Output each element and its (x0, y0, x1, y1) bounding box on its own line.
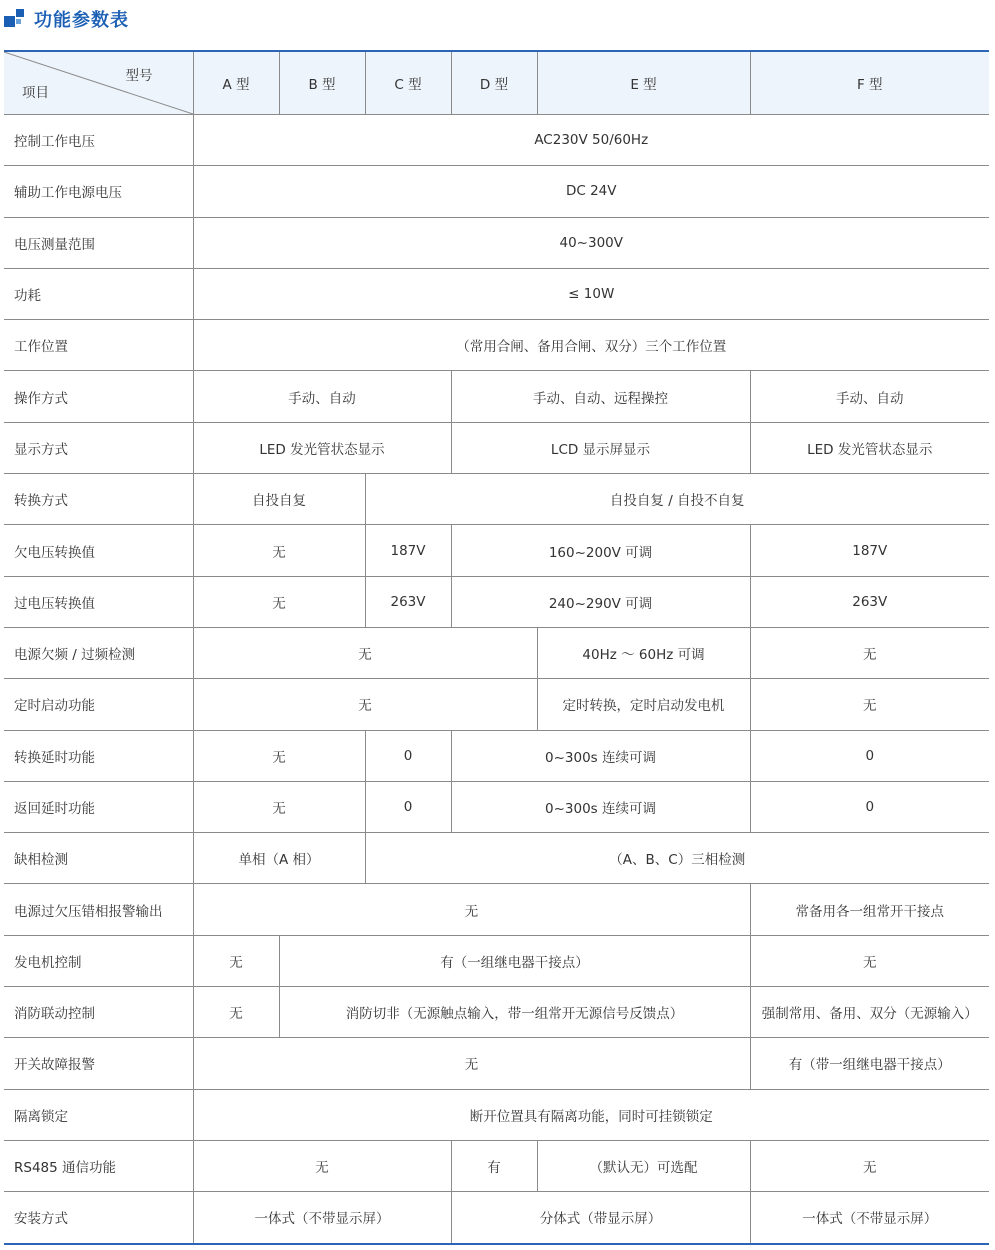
row-value: 强制常用、备用、双分（无源输入） (750, 987, 989, 1038)
row-value: 187V (750, 525, 989, 576)
header-model-e: E 型 (537, 51, 750, 115)
row-item-label: 电压测量范围 (4, 217, 193, 268)
row-item-label: 电源过欠压错相报警输出 (4, 884, 193, 935)
row-value: DC 24V (193, 166, 989, 217)
row-item-label: 缺相检测 (4, 833, 193, 884)
row-value: 单相（A 相） (193, 833, 365, 884)
row-item-label: 欠电压转换值 (4, 525, 193, 576)
row-value: 无 (193, 679, 537, 730)
row-value: 一体式（不带显示屏） (750, 1192, 989, 1244)
row-value: （默认无）可选配 (537, 1140, 750, 1191)
row-item-label: 隔离锁定 (4, 1089, 193, 1140)
row-value: 无 (750, 627, 989, 678)
row-value: 有（一组继电器干接点） (279, 935, 750, 986)
table-row (4, 1140, 989, 1191)
row-value: 0 (750, 730, 989, 781)
table-row (4, 371, 989, 422)
row-value: 无 (193, 1140, 451, 1191)
row-value: 手动、自动、远程操控 (451, 371, 750, 422)
row-item-label: 转换方式 (4, 474, 193, 525)
row-value: 一体式（不带显示屏） (193, 1192, 451, 1244)
row-value: 断开位置具有隔离功能，同时可挂锁锁定 (193, 1089, 989, 1140)
row-value: （常用合闸、备用合闸、双分）三个工作位置 (193, 320, 989, 371)
row-item-label: 发电机控制 (4, 935, 193, 986)
row-item-label: 显示方式 (4, 422, 193, 473)
row-value: 40~300V (193, 217, 989, 268)
spec-table (4, 50, 989, 1245)
table-row (4, 1038, 989, 1089)
header-model-a: A 型 (193, 51, 279, 115)
row-value: LED 发光管状态显示 (750, 422, 989, 473)
row-value: 手动、自动 (193, 371, 451, 422)
row-value: ≤ 10W (193, 268, 989, 319)
row-item-label: 消防联动控制 (4, 987, 193, 1038)
table-row (4, 320, 989, 371)
row-value: 160~200V 可调 (451, 525, 750, 576)
table-row (4, 1192, 989, 1244)
row-value: 有 (451, 1140, 537, 1191)
row-item-label: 返回延时功能 (4, 781, 193, 832)
section-title: 功能参数表 (34, 10, 129, 31)
table-row (4, 268, 989, 319)
table-row (4, 576, 989, 627)
table-row (4, 781, 989, 832)
row-value: 263V (750, 576, 989, 627)
row-item-label: 功耗 (4, 268, 193, 319)
row-value: 无 (193, 576, 365, 627)
row-value: 无 (193, 1038, 750, 1089)
row-value: LED 发光管状态显示 (193, 422, 451, 473)
row-value: 0 (365, 781, 451, 832)
row-value: 自投自复 / 自投不自复 (365, 474, 989, 525)
row-item-label: 开关故障报警 (4, 1038, 193, 1089)
section-header (4, 6, 129, 32)
row-value: LCD 显示屏显示 (451, 422, 750, 473)
row-value: 常备用各一组常开干接点 (750, 884, 989, 935)
table-row (4, 422, 989, 473)
row-value: 0~300s 连续可调 (451, 730, 750, 781)
row-value: 240~290V 可调 (451, 576, 750, 627)
table-row (4, 525, 989, 576)
row-value: 消防切非（无源触点输入，带一组常开无源信号反馈点） (279, 987, 750, 1038)
table-row (4, 833, 989, 884)
table-row (4, 627, 989, 678)
row-value: （A、B、C）三相检测 (365, 833, 989, 884)
row-value: 40Hz ～ 60Hz 可调 (537, 627, 750, 678)
table-header-row (4, 51, 989, 115)
table-row (4, 115, 989, 166)
row-item-label: 控制工作电压 (4, 115, 193, 166)
row-value: 无 (750, 1140, 989, 1191)
row-value: AC230V 50/60Hz (193, 115, 989, 166)
row-value: 无 (193, 884, 750, 935)
row-value: 0~300s 连续可调 (451, 781, 750, 832)
header-model-d: D 型 (451, 51, 537, 115)
row-value: 无 (193, 935, 279, 986)
header-item-label: 项目 (22, 85, 49, 101)
row-value: 263V (365, 576, 451, 627)
table-row (4, 474, 989, 525)
row-value: 有（带一组继电器干接点） (750, 1038, 989, 1089)
row-value: 分体式（带显示屏） (451, 1192, 750, 1244)
row-value: 无 (750, 935, 989, 986)
header-model-c: C 型 (365, 51, 451, 115)
row-value: 无 (193, 627, 537, 678)
row-value: 无 (193, 730, 365, 781)
header-model-label: 型号 (125, 68, 153, 84)
row-item-label: 安装方式 (4, 1192, 193, 1244)
table-row (4, 884, 989, 935)
table-row (4, 987, 989, 1038)
row-item-label: RS485 通信功能 (4, 1140, 193, 1191)
row-value: 无 (193, 781, 365, 832)
row-item-label: 过电压转换值 (4, 576, 193, 627)
row-value: 0 (365, 730, 451, 781)
table-row (4, 1089, 989, 1140)
row-value: 无 (193, 525, 365, 576)
header-corner-cell (4, 51, 193, 115)
table-row (4, 166, 989, 217)
row-item-label: 工作位置 (4, 320, 193, 371)
row-value: 自投自复 (193, 474, 365, 525)
row-item-label: 操作方式 (4, 371, 193, 422)
row-value: 手动、自动 (750, 371, 989, 422)
table-row (4, 679, 989, 730)
row-item-label: 转换延时功能 (4, 730, 193, 781)
row-value: 定时转换，定时启动发电机 (537, 679, 750, 730)
table-row (4, 217, 989, 268)
row-value: 187V (365, 525, 451, 576)
row-value: 无 (750, 679, 989, 730)
table-row (4, 730, 989, 781)
section-bullet-icon (4, 8, 26, 30)
row-item-label: 辅助工作电源电压 (4, 166, 193, 217)
row-item-label: 定时启动功能 (4, 679, 193, 730)
header-model-b: B 型 (279, 51, 365, 115)
row-value: 0 (750, 781, 989, 832)
row-item-label: 电源欠频 / 过频检测 (4, 627, 193, 678)
row-value: 无 (193, 987, 279, 1038)
table-row (4, 935, 989, 986)
header-model-f: F 型 (750, 51, 989, 115)
